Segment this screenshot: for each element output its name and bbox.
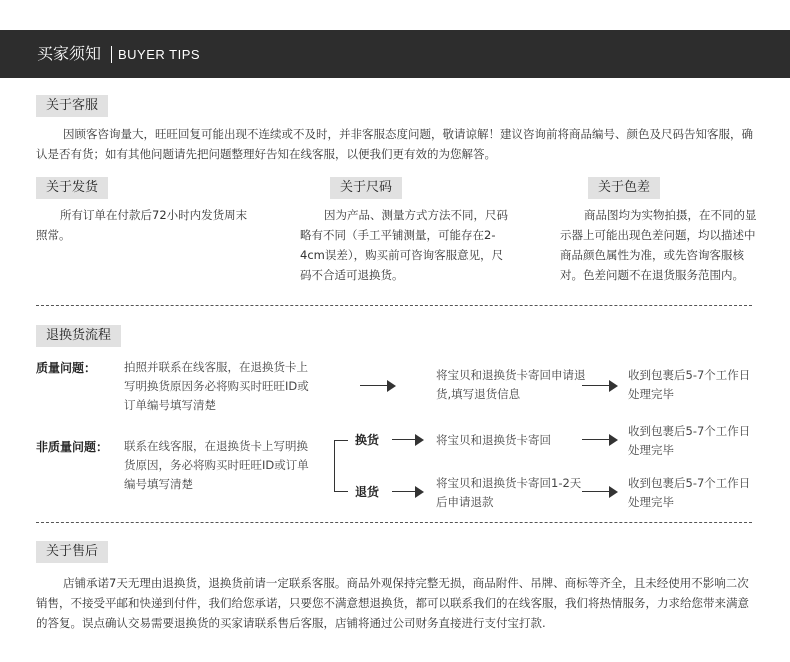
exchange-label: 换货 <box>355 433 380 447</box>
refund-arrow-1 <box>392 486 424 498</box>
quality-label: 质量问题： <box>36 361 97 375</box>
section-divider-1 <box>36 305 752 306</box>
process-tag: 退换货流程 <box>36 325 121 347</box>
section-divider-2 <box>36 522 752 523</box>
refund-label: 退货 <box>355 485 380 499</box>
exchange-arrow-2 <box>582 434 618 446</box>
refund-arrow-2 <box>582 486 618 498</box>
quality-arrow-2 <box>582 380 618 392</box>
header-bar <box>0 30 790 78</box>
service-tag: 关于客服 <box>36 95 108 117</box>
refund-result: 收到包裹后5-7个工作日处理完毕 <box>628 476 751 509</box>
refund-step: 将宝贝和退换货卡寄回1-2天后申请退款 <box>436 476 582 509</box>
exchange-result: 收到包裹后5-7个工作日处理完毕 <box>628 424 751 457</box>
header-divider <box>111 46 112 63</box>
header-title: 买家须知 <box>37 44 102 63</box>
quality-desc: 拍照并联系在线客服，在退换货卡上写明换货原因务必将购买时旺旺ID或订单编号填写清楚 <box>124 360 309 412</box>
size-text: 因为产品、测量方式方法不同，尺码略有不同（手工平铺测量，可能存在2-4cm误差），购买前可咨询客服意见，尺码不合适可退换货。 <box>300 208 508 282</box>
header-subtitle: BUYER TIPS <box>118 47 201 62</box>
service-text: 因顾客咨询量大，旺旺回复可能出现不连续或不及时，并非客服态度问题，敬请谅解！建议咨询前将商品编号、颜色及尺码告知客服，确认是否有货；如有其他问题请先把问题整理好告知在线客服，以便我们更有效的为您解答。 <box>36 127 753 161</box>
shipping-text: 所有订单在付款后72小时内发货周末照常。 <box>36 208 248 242</box>
quality-step2: 将宝贝和退换货卡寄回申请退货,填写退货信息 <box>436 368 586 401</box>
exchange-step: 将宝贝和退换货卡寄回 <box>436 433 551 447</box>
quality-arrow-1 <box>360 380 396 392</box>
quality-step3: 收到包裹后5-7个工作日处理完毕 <box>628 368 751 401</box>
exchange-arrow-1 <box>392 434 424 446</box>
after-sales-text: 店铺承诺7天无理由退换货，退换货前请一定联系客服。商品外观保持完整无损，商品附件、吊牌、商标等齐全，且未经使用不影响二次销售，不接受平邮和快递到付件，我们给您承诺，只要您不满意想退换货，都可以联系我们的在线客服，我们将热情服务，力求给您带来满意的答复。误点确认交易需要退换货的买家请联系售后客服，店铺将通过公司财务直接进行支付宝打款. <box>36 576 749 630</box>
size-tag: 关于尺码 <box>330 177 402 199</box>
branch-bracket <box>334 440 348 492</box>
shipping-tag: 关于发货 <box>36 177 108 199</box>
color-tag: 关于色差 <box>588 177 660 199</box>
non-quality-label: 非质量问题： <box>36 440 109 454</box>
after-sales-tag: 关于售后 <box>36 541 108 563</box>
color-text: 商品图均为实物拍摄，在不同的显示器上可能出现色差问题，均以描述中商品颜色属性为准，或先咨询客服核对。色差问题不在退货服务范围内。 <box>560 208 757 282</box>
non-quality-desc: 联系在线客服，在退换货卡上写明换货原因，务必将购买时旺旺ID或订单编号填写清楚 <box>124 439 309 491</box>
